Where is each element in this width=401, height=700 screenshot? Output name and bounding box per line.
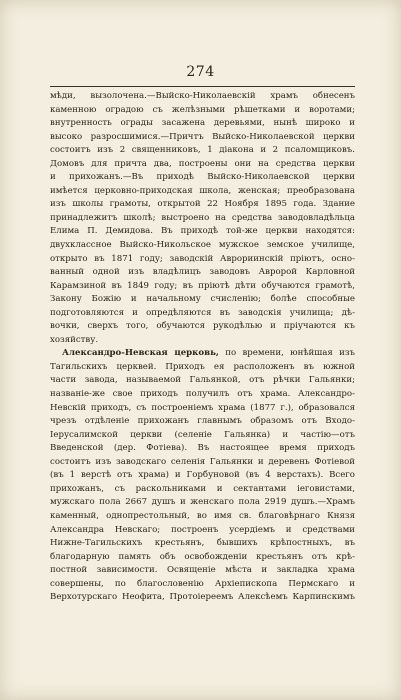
header-rule — [50, 86, 355, 87]
text-line: и прихожанъ.—Въ приходѣ Выйско-Николаевской церкви — [50, 172, 355, 183]
text-line: Тагильскихъ церквей. Приходъ ея расположенъ въ южной — [50, 361, 355, 372]
text-line: имѣется церковно-приходская школа, женская; преобразована — [50, 185, 355, 196]
text-line: Верхотурскаго Неофита, Протоіереемъ Алексѣемъ Карпинскимъ — [50, 592, 355, 603]
text-line: каменный, однопрестольный, во имя св. благовѣрнаго Князя — [50, 510, 355, 521]
text-line: Елима П. Демидова. Въ приходѣ той-же церкви находятся: — [50, 226, 355, 237]
text-line: Іерусалимской церкви (селеніе Гальянка) и частію—отъ — [50, 429, 355, 440]
text-line: ванный одной изъ владѣлицъ заводовъ Авророй Карловной — [50, 267, 355, 278]
text-line: подготовляются и опредѣляются въ заводскія училища; дѣ- — [50, 307, 355, 318]
text-line: совершены, по благословенію Архіепископа Пермскаго и — [50, 578, 355, 589]
text-line: каменною оградою съ желѣзными рѣшетками и воротами; — [50, 104, 355, 115]
text-line: Введенской (дер. Фотіева). Въ настоящее время приходъ — [50, 443, 355, 454]
text-line: чрезъ отдѣленіе прихожанъ главнымъ образомъ отъ Входо- — [50, 416, 355, 427]
text-line: принадлежитъ школѣ; выстроено на средства заводовладѣльца — [50, 212, 355, 223]
text-line: (въ 1 верстѣ отъ храма) и Горбуновой (въ 4 верстахъ). Всего — [50, 470, 355, 481]
text-line: двухклассное Выйско-Никольское мужское земское училище, — [50, 240, 355, 251]
text-line: названіе-же свое приходъ получилъ отъ храма. Александро- — [50, 389, 355, 400]
text-line: мѣди, вызолочена.—Выйско-Николаевскій храмъ обнесенъ — [50, 91, 355, 101]
text-line: состоитъ изъ заводскаго селенія Гальянки и деревень Фотіевой — [50, 456, 355, 467]
text-line: благодарную память объ освобожденіи крестьянъ отъ крѣ- — [50, 551, 355, 562]
text-line: хозяйству. — [50, 334, 99, 345]
body-text — [50, 90, 355, 605]
text-line: прихожанъ, съ раскольниками и сектантами іеговистами, — [50, 483, 355, 494]
text-line: Невскій приходъ, съ построеніемъ храма (1877 г.), образовался — [50, 402, 355, 413]
text-line: Карамзиной въ 1849 году; въ пріютѣ дѣти обучаются грамотѣ, — [50, 280, 355, 291]
page-number: 274 — [186, 64, 215, 80]
text-line: открыто въ 1871 году; заводскій Аврориинскій пріютъ, осно- — [50, 253, 355, 264]
section-heading: Александро-Невская церковь, — [62, 348, 219, 359]
text-line: высоко разросшимися.—Причтъ Выйско-Николаевской церкви — [50, 131, 355, 142]
text-line: Домовъ для причта два, построены они на средства церкви — [50, 158, 355, 169]
text-line: вочки, сверхъ того, обучаются рукодѣлью и пріучаются къ — [50, 321, 355, 332]
text-line: внутренность ограды засажена деревьями, нынѣ широко и — [50, 118, 355, 129]
text-line: мужскаго пола 2667 душъ и женскаго пола 2919 душъ.—Храмъ — [50, 497, 355, 508]
text-line: Нижне-Тагильскихъ крестьянъ, бывшихъ крѣпостныхъ, въ — [50, 538, 355, 549]
text-line: постной зависимости. Освященіе мѣста и закладка храма — [50, 565, 355, 576]
text-line: части завода, называемой Гальянкой, отъ рѣчки Гальянки; — [50, 375, 355, 386]
text-fragment: по времени, юнѣйшая изъ — [218, 348, 355, 359]
text-line: Закону Божію и начальному счисленію; болѣе способные — [50, 294, 355, 305]
paragraph-first-line — [50, 347, 355, 361]
text-line: состоитъ изъ 2 священниковъ, 1 діакона и 2 псаломщиковъ. — [50, 145, 355, 156]
text-line: Александра Невскаго; построенъ усердіемъ и средствами — [50, 524, 355, 535]
text-line: изъ школы грамоты, открытой 22 Ноября 1895 года. Здание — [50, 199, 355, 210]
